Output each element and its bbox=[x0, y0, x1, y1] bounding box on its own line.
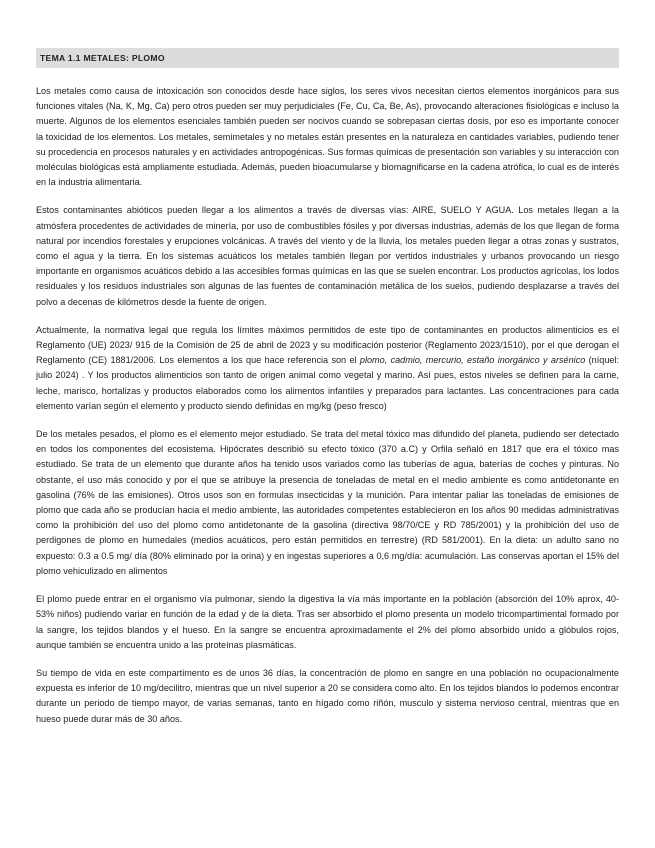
paragraph-absorption: El plomo puede entrar en el organismo vía pulmonar, siendo la digestiva la vía más importante en la población (absorción del 10% aprox, 40-53% niños) pudiendo variar en función de la edad y de la dieta. Tras ser absorbido el plomo presenta un modelo tricompartimental formado por la sangre, los tejidos blandos y el hueso. En la sangre se encuentra aproximadamente el 2% del plomo absorbido unido a glóbulos rojos, aunque también se encuentra unido a las proteínas plasmáticas. bbox=[36, 594, 619, 650]
paragraph-lifetime: Su tiempo de vida en este compartimento es de unos 36 días, la concentración de plomo en sangre en una población no ocupacionalmente expuesta es inferior de 10 mg/decilitro, mientras que un nivel superior a 20 se considera como alto. En los tejidos blandos lo podemos encontrar durante un periodo de tiempo mayor, de varias semanas, tanto en hígado como riñón, musculo y sistema nervioso central, mientras que en hueso puede durar más de 30 años. bbox=[36, 667, 619, 724]
section-title: TEMA 1.1 METALES: PLOMO bbox=[36, 48, 619, 68]
paragraph-regulation bbox=[36, 323, 619, 414]
paragraph-pathways: Estos contaminantes abióticos pueden llegar a los alimentos a través de diversas vías: AIRE, SUELO Y AGUA. Los metales llegan a la atmósfera procedentes de actividades de minería, por uso de combustibles fósiles y por diversas industrias, además de los que llegan de forma natural por incendios forestales y erupciones volcánicas. A través del viento y de la lluvia, los metales pueden llegar a otras zonas y sustratos, como el agua y la tierra. En los sistemas acuáticos los metales también llegan por vertidos industriales y urbanos provocando un riesgo importante en organismos acuáticos debido a las accesibles formas químicas en las que se suelen encontrar. Los productos agrícolas, los lodos residuales y los residuos industriales son algunas de las fuentes de contaminación metálica de los suelos, pudiendo desplazarse a través del polvo a decenas de kilómetros desde la fuente de origen. bbox=[36, 205, 619, 307]
paragraph-intro: Los metales como causa de intoxicación son conocidos desde hace siglos, los seres vivos necesitan ciertos elementos inorgánicos para sus funciones vitales (Na, K, Mg, Ca) pero otros pueden ser muy perjudiciales (Fe, Cu, Ca, Be, As), provocando alteraciones fisiológicas e incluso la muerte. Algunos de los elementos esenciales también pueden ser nocivos cuando se sobrepasan ciertas dosis, por eso es importante conocer la toxicidad de los elementos. Los metales, semimetales y no metales están presentes en la naturaleza en cantidades variables, pudiendo tener su procedencia en procesos naturales y en actividades antropogénicas. Sus formas químicas de presentación son variables y su interacción con moléculas biológicas está ampliamente estudiada. Además, pueden bioacumularse y biomagnificarse en la cadena atrófica, lo cual es de interés en la industria alimentaria. bbox=[36, 86, 619, 188]
paragraph-lead: De los metales pesados, el plomo es el elemento mejor estudiado. Se trata del metal tóxico mas difundido del planeta, pudiendo ser detectado en todos los componentes del ecosistema. Hipócrates describió su efecto tóxico (370 a.C) y Orfila señaló en 1817 que era el tóxico mas estudiado. Se trata de un elemento que durante años ha tenido usos variados como las tuberías de agua, baterías de coches y pinturas. No obstante, el uso más conocido y por el que se atribuye la presencia de toneladas de metal en el medio ambiente es como antidetonante en gasolina (76% de las emisiones). Otros usos son en formulas insecticidas y la munición. Para intentar paliar las toneladas de emisiones de plomo que cada año se producían hacia el medio ambiente, las autoridades competentes establecieron en los años 90 medidas administrativas como la prohibición del uso del plomo como antidetonante de la gasolina (directiva 98/70/CE y RD 785/2001) y la prohibición del uso de perdigones de plomo en humedales (medios acuáticos, pero están permitidos en terrestre) (RD 581/2001). En la dieta: un adulto sano no expuesto: 0.3 a 0.5 mg/ día (80% eliminado por la orina) y en ingestas superiores a 0,6 mg/día: acumulación. Las conservas aportan el 15% del plomo vehiculizado en alimentos bbox=[36, 429, 619, 576]
regulated-elements: plomo, cadmio, mercurio, estaño inorgánico y arsénico bbox=[359, 355, 586, 366]
regulation-text-end: (níquel: julio 2024) . Y los productos alimenticios son tanto de origen animal como vegetal y marino. Así pues, estos niveles se definen para la carne, leche, marisco, hortalizas y productos elaborados como los alimentos infantiles y preparados para lactantes. Las concentraciones para cada elemento varían según el elemento y producto siendo definidas en mg/kg (peso fresco) bbox=[36, 355, 619, 411]
regulation-text-start: Actualmente, la normativa legal que regula los límites máximos permitidos de este tipo de contaminantes en productos alimenticios es el Reglamento (UE) 2023/ 915 de la Comisión de 25 de abril de 2023 y su modificación posterior (Reglamento 2023/1510), por el que derogan el Reglamento (CE) 1881/2006. Los elementos a los que hace referencia son el bbox=[36, 324, 619, 366]
